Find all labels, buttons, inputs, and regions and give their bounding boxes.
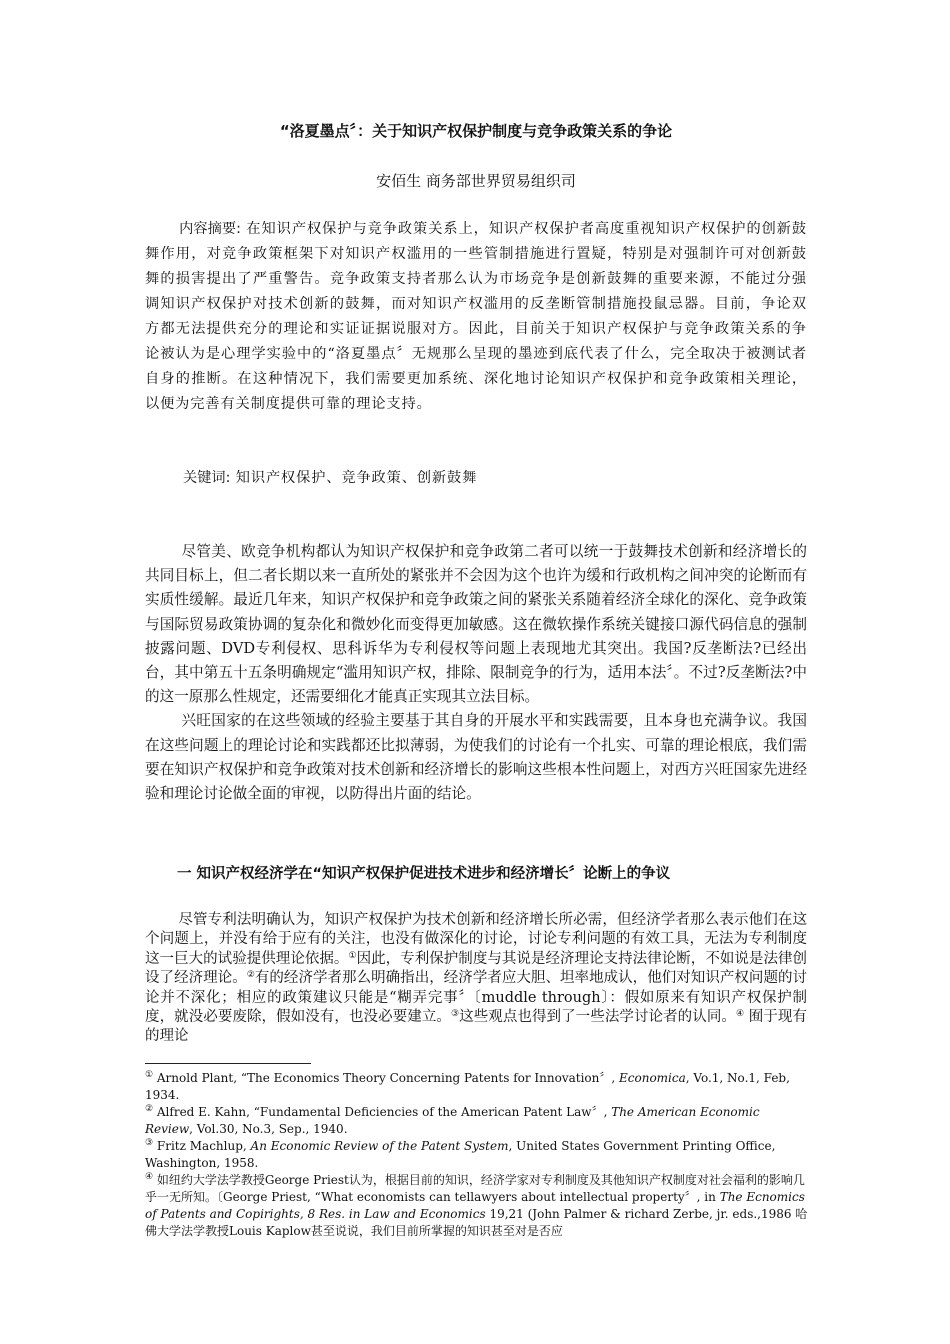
footnote-italic: An Economic Review of the Patent System: [250, 1139, 509, 1153]
section-text-e: 囿于现有的理论: [145, 1009, 807, 1045]
footnote-italic: Economica: [619, 1071, 686, 1085]
footnote-text: , United States Government Printing Office, Washington, 1958.: [145, 1139, 776, 1170]
footnote-text: Alfred E. Kahn, “Fundamental Deficiencies of the American Patent Law〞,: [153, 1105, 612, 1119]
intro-paragraph-2: 兴旺国家的在这些领域的经验主要基于其自身的开展水平和实践需要，且本身也充满争议。我国在这些问题上的理论讨论和实践都还比拟薄弱，为使我们的讨论有一个扎实、可靠的理论根底，我们需要在知识产权保护和竞争政策对技术创新和经济增长的影响这些根本性问题上，对西方兴旺国家先进经验和理论讨论做全面的审视，以防得出片面的结论。: [145, 712, 807, 803]
intro-body: [145, 540, 807, 806]
footnote-separator: [145, 1063, 311, 1064]
abstract-text: 在知识产权保护与竞争政策关系上，知识产权保护者高度重视知识产权保护的创新鼓舞作用，对竞争政策框架下对知识产权滥用的一些管制措施进行置疑，特别是对强制许可对创新鼓舞的损害提出了严重警告。竞争政策支持者那么认为市场竞争是创新鼓舞的重要来源，不能过分强调知识产权保护对技术创新的鼓舞，而对知识产权滥用的反垄断管制措施投鼠忌器。目前，争论双方都无法提供充分的理论和实证证据说服对方。因此，目前关于知识产权保护与竞争政策关系的争论被认为是心理学实验中的“洛夏墨点〞无规那么呈现的墨迹到底代表了什么，完全取决于被测试者自身的推断。在这种情况下，我们需要更加系统、深化地讨论知识产权保护和竞争政策相关理论，以便为完善有关制度提供可靠的理论支持。: [145, 221, 807, 412]
footnote-italic: The American Economic Review: [145, 1105, 760, 1136]
footnote-1: [145, 1070, 810, 1104]
abstract: [145, 217, 807, 417]
footnote-mark: ②: [145, 1104, 154, 1114]
footnote-text: 如纽约大学法学教授George Priest认为，根据目前的知识，经济学家对专利制度及其他知识产权制度对社会福利的影响几乎一无所知。〔George Priest, “What economists can tellawyers about intellectual property〞, in: [145, 1173, 805, 1204]
footnote-text: 19,21 (John Palmer & richard Zerbe, jr. eds.,1986 哈佛大学法学教授Louis Kaplow甚至说说，我们目前所掌握的知识甚至对是否应: [145, 1207, 808, 1238]
footnote-4: [145, 1172, 810, 1240]
keywords-text: 知识产权保护、竞争政策、创新鼓舞: [235, 470, 478, 486]
footnote-ref-2[interactable]: ②: [246, 970, 255, 981]
section-text-b: 因此，专利保护制度与其说是经济理论支持法律论断，不如说是法律创设了经济理论。: [145, 950, 807, 987]
section-heading: 一 知识产权经济学在“知识产权保护促进技术进步和经济增长〞论断上的争议: [177, 866, 671, 882]
footnote-text: Fritz Machlup,: [153, 1139, 251, 1153]
section-text-d: 这些观点也得到了一些法学讨论者的认同。: [459, 1009, 736, 1026]
footnote-3: [145, 1138, 810, 1172]
section-paragraph: [145, 911, 807, 1047]
footnote-ref-1[interactable]: ①: [348, 950, 357, 961]
footnote-mark: ③: [145, 1138, 154, 1148]
document-title: “洛夏墨点〞：关于知识产权保护制度与竞争政策关系的争论: [279, 122, 673, 140]
section-text-a: 尽管专利法明确认为，知识产权保护为技术创新和经济增长所必需，但经济学者那么表示他们在这个问题上，并没有给于应有的关注，也没有做深化的讨论，讨论专利问题的有效工具，无法为专利制度这一巨大的试验提供理论依据。: [145, 912, 807, 967]
section-text-c: 有的经济学者那么明确指出，经济学者应大胆、坦率地成认，他们对知识产权问题的讨论并不深化；相应的政策建议只能是“糊弄完事〞〔muddle through〕：假如原来有知识产权保护制度，就没必要废除，假如没有，也没必要建立。: [145, 970, 807, 1026]
footnote-text: , Vol.30, No.3, Sep., 1940.: [189, 1122, 348, 1136]
footnote-2: [145, 1104, 810, 1138]
author-line: 安佰生 商务部世界贸易组织司: [376, 172, 576, 190]
footnote-text: , Vo.1, No.1, Feb, 1934.: [145, 1071, 790, 1102]
keywords: [145, 467, 807, 489]
keywords-label: 关键词:: [183, 470, 231, 486]
abstract-label: 内容摘要:: [179, 221, 241, 237]
footnote-ref-3[interactable]: ③: [450, 1009, 460, 1020]
footnote-italic: The Ecnomics of Patents and Copirights, 8 Res. in Law and Economics: [145, 1190, 805, 1221]
footnote-mark: ①: [145, 1070, 154, 1080]
footnote-text: Arnold Plant, “The Economics Theory Concerning Patents for Innovation〞,: [153, 1071, 620, 1085]
footnote-ref-4[interactable]: ④: [735, 1009, 745, 1020]
footnote-mark: ④: [145, 1172, 154, 1182]
footnotes: [145, 1070, 810, 1240]
section-body: [145, 911, 807, 1049]
intro-paragraph-1: 尽管美、欧竞争机构都认为知识产权保护和竞争政第二者可以统一于鼓舞技术创新和经济增长的共同目标上，但二者长期以来一直所处的紧张并不会因为这个也许为缓和行政机构之间冲突的论断而有实质性缓解。最近几年来，知识产权保护和竞争政策之间的紧张关系随着经济全球化的深化、竞争政策与国际贸易政策协调的复杂化和微妙化而变得更加敏感。这在微软操作系统关键接口源代码信息的强制披露问题、DVD专利侵权、思科诉华为专利侵权等问题上表现地尤其突出。我国?反垄断法?已经出台，其中第五十五条明确规定“滥用知识产权，排除、限制竞争的行为，适用本法〞。不过?反垄断法?中的这一原那么性规定，还需要细化才能真正实现其立法目标。: [145, 543, 807, 706]
